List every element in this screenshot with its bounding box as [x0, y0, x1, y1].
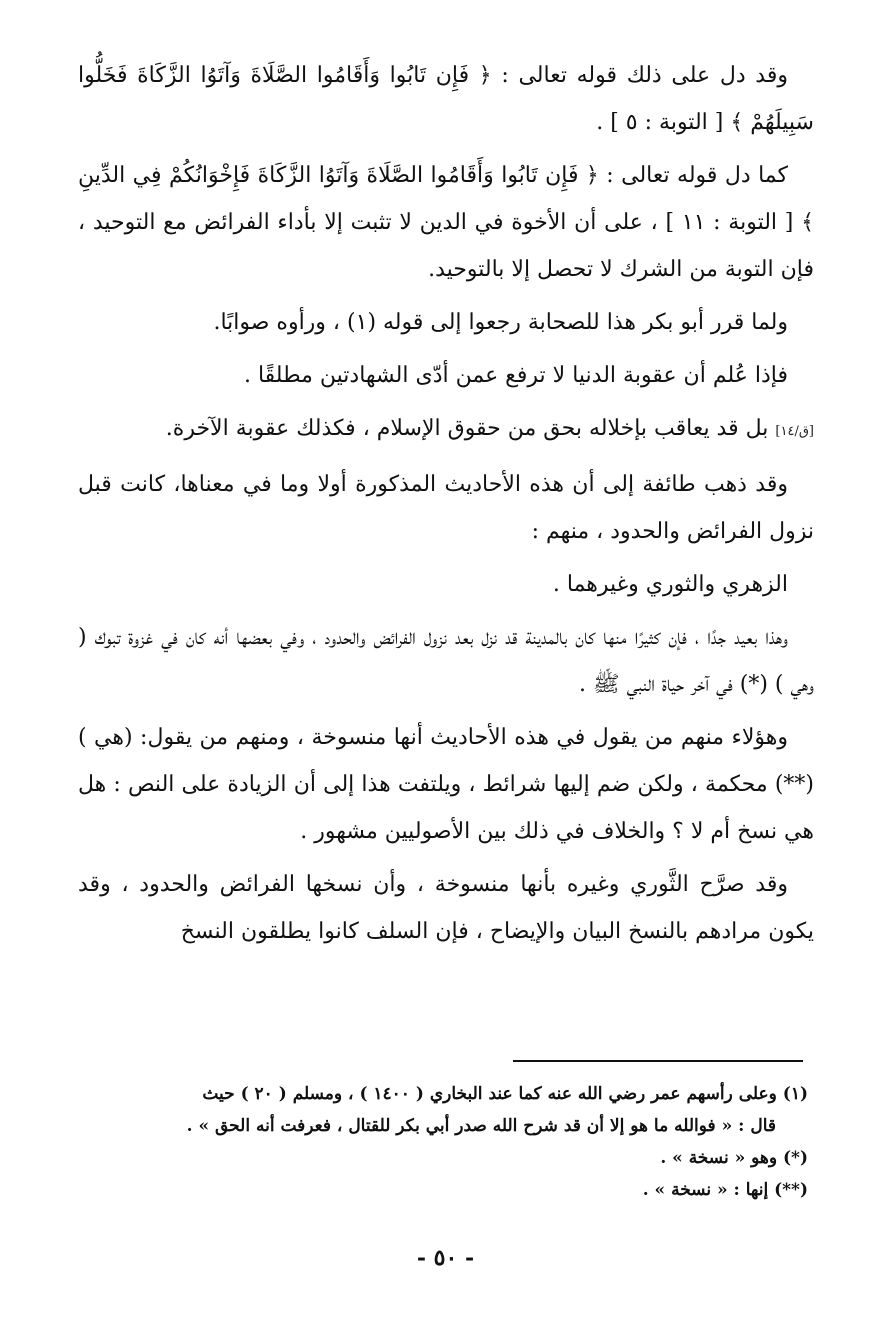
paragraph-5: بل قد يعاقب بإخلاله بحق من حقوق الإسلام ، فكذلك عقوبة الآخرة.: [165, 416, 769, 441]
paragraph-9: وهؤلاء منهم من يقول في هذه الأحاديث أنها منسوخة ، ومنهم من يقول: (هي ) (**) محكمة ، ولكن ضم إليها شرائط ، ويلتفت هذا إلى أن الزيادة على النص : هل هي نسخ أم لا ؟ والخلاف في ذلك بين الأصوليين مشهور .: [78, 725, 814, 844]
manuscript-marker: [ق/١٤]: [775, 424, 814, 439]
page-number: - ٥٠ -: [416, 1245, 475, 1271]
paragraph-6: وقد ذهب طائفة إلى أن هذه الأحاديث المذكورة أولا وما في معناها، كانت قبل نزول الفرائض والحدود ، منهم :: [78, 472, 814, 544]
footnote-double-star: (**) إنها : « نسخة » .: [642, 1180, 808, 1200]
footnote-1-continuation: قال : « فوالله ما هو إلا أن قد شرح الله صدر أبي بكر للقتال ، فعرفت أنه الحق » .: [186, 1116, 776, 1136]
footnotes: [78, 1078, 808, 1206]
paragraph-5-container: [78, 405, 814, 455]
footnote-1: (١) وعلى رأسهم عمر رضي الله عنه كما عند البخاري ( ١٤٠٠ ) ، ومسلم ( ٢٠ ) حيث: [202, 1084, 808, 1104]
paragraph-1: وقد دل على ذلك قوله تعالى : ﴿ فَإِن تَابُوا وَأَقَامُوا الصَّلَاةَ وَآتَوُا الزَّكَاةَ فَخَلُّوا سَبِيلَهُمْ ﴾ [ التوبة : ٥ ] .: [78, 63, 814, 135]
paragraph-8: وهذا بعيد جدًا ، فإن كثيرًا منها كان بالمدينة قد نزل بعد نزول الفرائض والحدود ، وفي بعضها أنه كان في غزوة تبوك ( وهي ) (*) في آخر حياة النبي ﷺ .: [78, 625, 814, 697]
paragraph-3: ولما قرر أبو بكر هذا للصحابة رجعوا إلى قوله (١) ، ورأوه صوابًا.: [213, 310, 788, 335]
footnote-separator: [513, 1060, 803, 1062]
paragraph-4: فإذا عُلم أن عقوبة الدنيا لا ترفع عمن أدّى الشهادتين مطلقًا .: [243, 363, 788, 388]
main-text-body: [78, 52, 814, 961]
footnote-star: (*) وهو « نسخة » .: [660, 1148, 808, 1168]
paragraph-7: الزهري والثوري وغيرهما .: [552, 572, 788, 597]
paragraph-10: وقد صرَّح الثَّوري وغيره بأنها منسوخة ، وأن نسخها الفرائض والحدود ، وقد يكون مرادهم بالنسخ البيان والإيضاح ، فإن السلف كانوا يطلقون النسخ: [78, 872, 814, 944]
paragraph-2: كما دل قوله تعالى : ﴿ فَإِن تَابُوا وَأَقَامُوا الصَّلَاةَ وَآتَوُا الزَّكَاةَ فَإِخْوَانُكُمْ فِي الدِّينِ ﴾ [ التوبة : ١١ ] ، على أن الأخوة في الدين لا تثبت إلا بأداء الفرائض مع التوحيد ، فإن التوبة من الشرك لا تحصل إلا بالتوحيد.: [78, 163, 814, 282]
